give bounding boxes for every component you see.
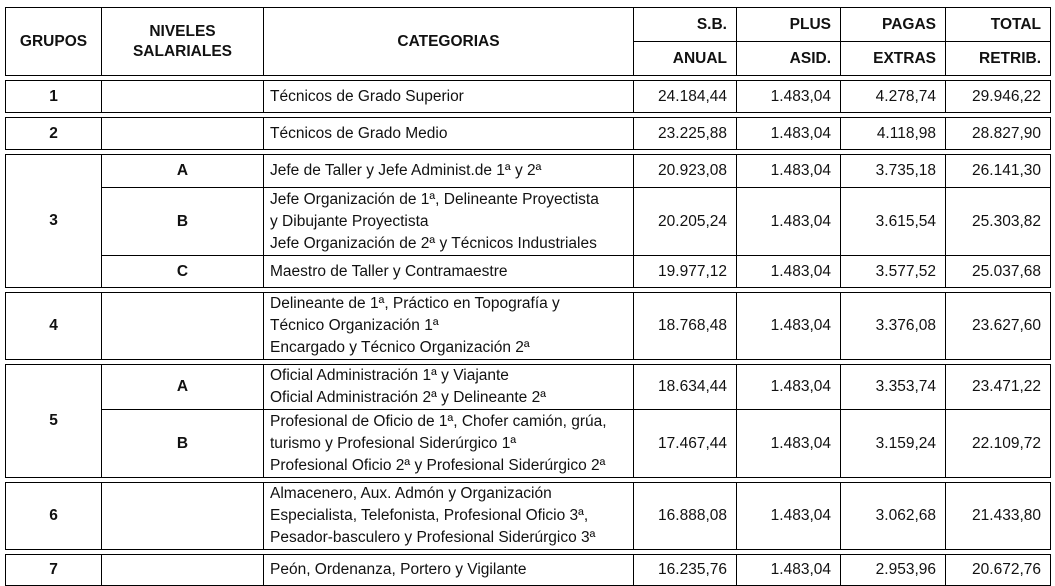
header-niveles-line2: SALARIALES <box>132 42 233 60</box>
table-row <box>6 81 1051 113</box>
table-row <box>6 155 1051 188</box>
cell-total: 29.946,22 <box>946 81 1051 113</box>
cell-plus: 1.483,04 <box>737 555 841 586</box>
categoria-line: Técnico Organización 1ª <box>270 317 439 334</box>
cell-pagas: 3.735,18 <box>841 155 946 188</box>
cell-plus: 1.483,04 <box>737 256 841 288</box>
cell-plus: 1.483,04 <box>737 188 841 256</box>
categoria-line: Profesional de Oficio de 1ª, Chofer camión, grúa, <box>270 412 607 430</box>
cell-sb: 17.467,44 <box>634 410 737 478</box>
table-row <box>6 118 1051 150</box>
cell-nivel: C <box>102 256 264 288</box>
cell-total: 26.141,30 <box>946 155 1051 188</box>
header-niveles-line1: NIVELES <box>149 22 216 40</box>
cell-total: 28.827,90 <box>946 118 1051 150</box>
header-niveles <box>102 8 264 76</box>
cell-sb: 23.225,88 <box>634 118 737 150</box>
cell-grupo: 4 <box>6 293 102 360</box>
cell-total: 23.471,22 <box>946 365 1051 410</box>
cell-nivel: A <box>102 155 264 188</box>
cell-grupo: 7 <box>6 555 102 586</box>
cell-nivel <box>102 555 264 586</box>
cell-categoria <box>264 155 634 188</box>
table-row <box>6 256 1051 288</box>
header-retrib: RETRIB. <box>946 42 1051 76</box>
cell-nivel <box>102 293 264 360</box>
cell-plus: 1.483,04 <box>737 118 841 150</box>
cell-sb: 24.184,44 <box>634 81 737 113</box>
categoria-line: Oficial Administración 2ª y Delineante 2ª <box>270 389 546 406</box>
cell-sb: 16.888,08 <box>634 483 737 550</box>
categoria-line: Técnicos de Grado Superior <box>270 87 464 105</box>
cell-categoria <box>264 410 634 478</box>
cell-grupo: 2 <box>6 118 102 150</box>
salary-table <box>5 7 1051 586</box>
cell-sb: 20.205,24 <box>634 188 737 256</box>
cell-plus: 1.483,04 <box>737 293 841 360</box>
categoria-line: Técnicos de Grado Medio <box>270 124 448 142</box>
cell-categoria <box>264 293 634 360</box>
table-row <box>6 410 1051 478</box>
cell-categoria <box>264 555 634 586</box>
cell-grupo: 5 <box>6 365 102 478</box>
header-extras: EXTRAS <box>841 42 946 76</box>
cell-plus: 1.483,04 <box>737 155 841 188</box>
cell-sb: 19.977,12 <box>634 256 737 288</box>
header-asid: ASID. <box>737 42 841 76</box>
cell-pagas: 2.953,96 <box>841 555 946 586</box>
cell-total: 21.433,80 <box>946 483 1051 550</box>
cell-total: 25.037,68 <box>946 256 1051 288</box>
categoria-line: Maestro de Taller y Contramaestre <box>270 262 508 280</box>
cell-total: 25.303,82 <box>946 188 1051 256</box>
cell-pagas: 3.376,08 <box>841 293 946 360</box>
cell-pagas: 4.118,98 <box>841 118 946 150</box>
categoria-line: turismo y Profesional Siderúrgico 1ª <box>270 434 517 452</box>
header-categorias: CATEGORIAS <box>264 8 634 76</box>
cell-nivel <box>102 81 264 113</box>
cell-nivel <box>102 483 264 550</box>
categoria-line: Delineante de 1ª, Práctico en Topografía y <box>270 295 560 312</box>
cell-pagas: 3.159,24 <box>841 410 946 478</box>
header-sb: S.B. <box>634 8 737 42</box>
cell-nivel <box>102 118 264 150</box>
cell-categoria <box>264 365 634 410</box>
categoria-line: Oficial Administración 1ª y Viajante <box>270 367 509 384</box>
cell-nivel: B <box>102 188 264 256</box>
cell-pagas: 3.062,68 <box>841 483 946 550</box>
categoria-line: Especialista, Telefonista, Profesional Oficio 3ª, <box>270 507 589 524</box>
cell-categoria <box>264 188 634 256</box>
cell-categoria <box>264 483 634 550</box>
cell-pagas: 3.577,52 <box>841 256 946 288</box>
header-anual: ANUAL <box>634 42 737 76</box>
cell-sb: 18.768,48 <box>634 293 737 360</box>
categoria-line: Jefe Organización de 1ª, Delineante Proyectista <box>270 190 599 208</box>
cell-pagas: 4.278,74 <box>841 81 946 113</box>
cell-pagas: 3.353,74 <box>841 365 946 410</box>
categoria-line: Jefe Organización de 2ª y Técnicos Industriales <box>270 234 597 252</box>
cell-total: 22.109,72 <box>946 410 1051 478</box>
cell-plus: 1.483,04 <box>737 483 841 550</box>
cell-categoria <box>264 256 634 288</box>
cell-categoria <box>264 81 634 113</box>
categoria-line: Peón, Ordenanza, Portero y Vigilante <box>270 561 527 578</box>
categoria-line: y Dibujante Proyectista <box>270 212 429 230</box>
cell-plus: 1.483,04 <box>737 365 841 410</box>
categoria-line: Encargado y Técnico Organización 2ª <box>270 339 530 356</box>
table-row <box>6 188 1051 256</box>
cell-pagas: 3.615,54 <box>841 188 946 256</box>
table-row <box>6 293 1051 360</box>
table-row <box>6 365 1051 410</box>
cell-sb: 16.235,76 <box>634 555 737 586</box>
header-total: TOTAL <box>946 8 1051 42</box>
cell-nivel: B <box>102 410 264 478</box>
cell-categoria <box>264 118 634 150</box>
table-row <box>6 483 1051 550</box>
categoria-line: Almacenero, Aux. Admón y Organización <box>270 485 552 502</box>
cell-grupo: 6 <box>6 483 102 550</box>
categoria-line: Jefe de Taller y Jefe Administ.de 1ª y 2ª <box>270 162 542 179</box>
header-plus: PLUS <box>737 8 841 42</box>
cell-total: 20.672,76 <box>946 555 1051 586</box>
cell-grupo: 3 <box>6 155 102 288</box>
cell-plus: 1.483,04 <box>737 410 841 478</box>
cell-nivel: A <box>102 365 264 410</box>
header-grupos: GRUPOS <box>6 8 102 76</box>
cell-sb: 18.634,44 <box>634 365 737 410</box>
cell-plus: 1.483,04 <box>737 81 841 113</box>
table-row <box>6 555 1051 586</box>
cell-grupo: 1 <box>6 81 102 113</box>
cell-total: 23.627,60 <box>946 293 1051 360</box>
categoria-line: Pesador-basculero y Profesional Siderúrgico 3ª <box>270 529 596 546</box>
header-pagas: PAGAS <box>841 8 946 42</box>
cell-sb: 20.923,08 <box>634 155 737 188</box>
categoria-line: Profesional Oficio 2ª y Profesional Siderúrgico 2ª <box>270 456 606 474</box>
